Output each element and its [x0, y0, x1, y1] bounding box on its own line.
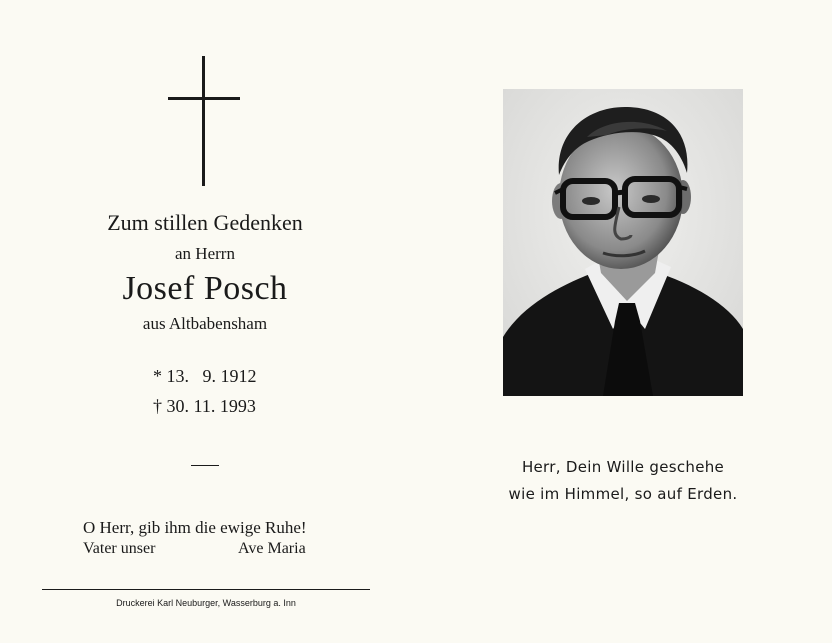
deceased-name: Josef Posch: [122, 270, 288, 307]
prayer-ave-maria: Ave Maria: [238, 540, 306, 557]
divider: [191, 465, 219, 466]
prayer-text: O Herr, gib ihm die ewige Ruhe!: [83, 518, 307, 537]
birth-date: * 13. 9. 1912: [153, 366, 257, 386]
memorial-heading: Zum stillen Gedenken: [107, 210, 303, 235]
death-date: † 30. 11. 1993: [153, 396, 256, 416]
portrait-photo: [503, 89, 743, 396]
origin: aus Altbabensham: [142, 314, 268, 333]
cross-icon: [168, 56, 240, 186]
quote-line-1: Herr, Dein Wille geschehe: [521, 458, 725, 476]
quote-line-2: wie im Himmel, so auf Erden.: [508, 485, 738, 503]
footer-rule: [42, 589, 370, 590]
printer-credit: Druckerei Karl Neuburger, Wasserburg a. Inn: [116, 598, 296, 608]
prayer-vater-unser: Vater unser: [83, 540, 156, 557]
salutation: an Herrn: [175, 244, 235, 263]
